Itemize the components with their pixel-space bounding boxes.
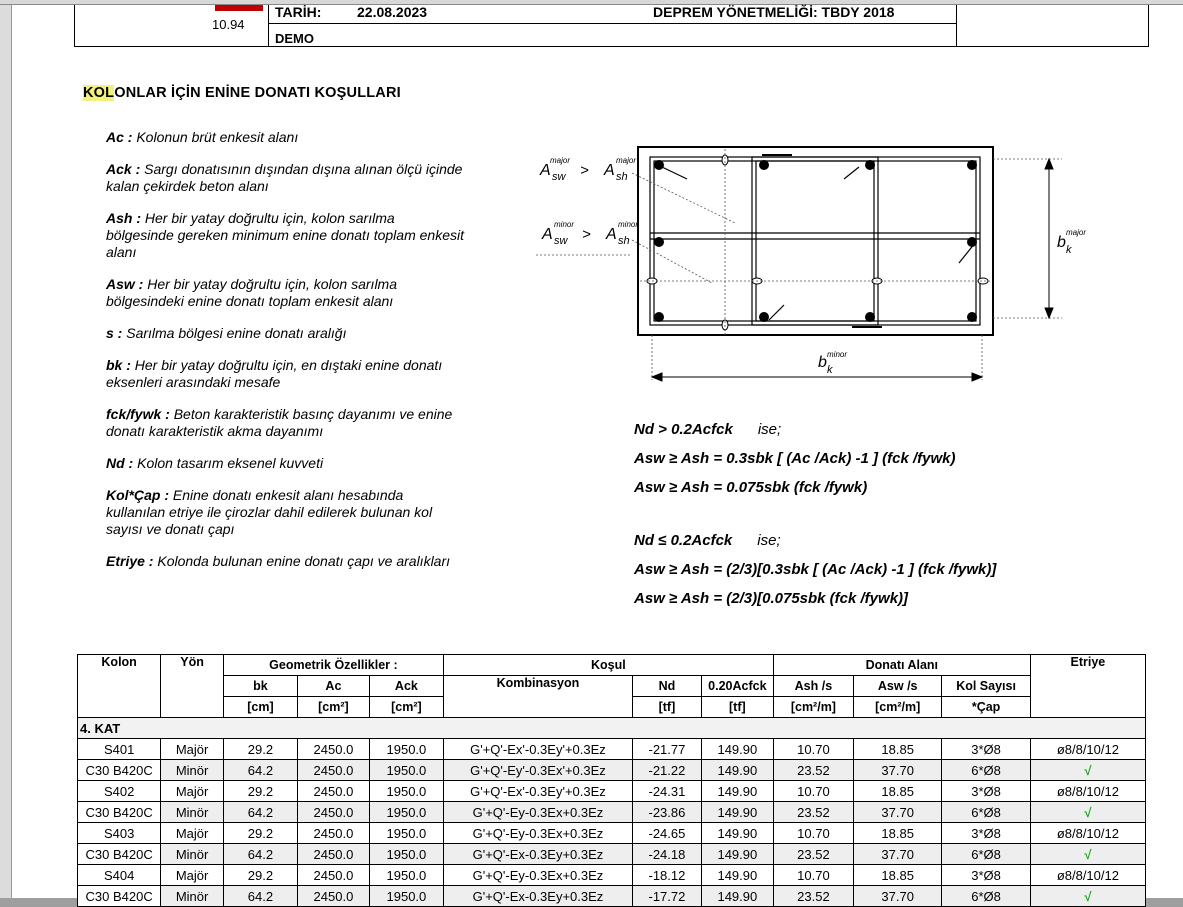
unit-bk: [cm] bbox=[223, 697, 297, 718]
col-bk: bk bbox=[223, 676, 297, 697]
cell-nd: -24.31 bbox=[633, 781, 702, 802]
cell-etriye: √ bbox=[1030, 760, 1145, 781]
bk-major-sup: major bbox=[1066, 228, 1087, 237]
col-etriye: Etriye bbox=[1030, 655, 1145, 718]
cell-nd: -23.86 bbox=[633, 802, 702, 823]
cell-ack: 1950.0 bbox=[369, 865, 443, 886]
report-page bbox=[12, 4, 1183, 904]
cell-kol: 3*Ø8 bbox=[942, 823, 1030, 844]
case2-formula-1: Asw ≥ Ash = (2/3)[0.3sbk [ (Ac /Ack) -1 ] (fck /fywk)] bbox=[634, 561, 997, 578]
cell-f02: 149.90 bbox=[701, 865, 773, 886]
cell-yon: Minör bbox=[161, 886, 224, 907]
definition-text: Her bir yatay doğrultu için, kolon sarılma bölgesinde gereken minimum enine donatı toplam enkesit alanı bbox=[106, 210, 464, 260]
cell-ac: 2450.0 bbox=[297, 886, 369, 907]
definition-item bbox=[106, 129, 466, 146]
asw-major-sub: sw bbox=[552, 171, 566, 183]
rebar-dots bbox=[654, 160, 977, 322]
cell-ack: 1950.0 bbox=[369, 823, 443, 844]
cell-f02: 149.90 bbox=[701, 844, 773, 865]
definition-text: Sargı donatısının dışından dışına alınan ölçü içinde kalan çekirdek beton alanı bbox=[106, 161, 463, 194]
cell-ack: 1950.0 bbox=[369, 781, 443, 802]
definition-text: Beton karakteristik basınç dayanımı ve enine donatı karakteristik akma dayanımı bbox=[106, 406, 453, 439]
unit-ash: [cm²/m] bbox=[773, 697, 853, 718]
cell-f02: 149.90 bbox=[701, 781, 773, 802]
cell-ash: 23.52 bbox=[773, 802, 853, 823]
ash-minor-sup: minor bbox=[618, 220, 639, 229]
unit-nd: [tf] bbox=[633, 697, 702, 718]
page-title bbox=[83, 85, 401, 101]
cell-bk: 64.2 bbox=[223, 844, 297, 865]
date-label: TARİH: bbox=[275, 4, 322, 20]
col-ash-s: Ash /s bbox=[773, 676, 853, 697]
title-text: ONLAR İÇİN ENİNE DONATI KOŞULLARI bbox=[114, 85, 401, 101]
cell-ack: 1950.0 bbox=[369, 844, 443, 865]
cell-etriye: ø8/8/10/12 bbox=[1030, 739, 1145, 760]
definition-text: Kolonun brüt enkesit alanı bbox=[136, 129, 299, 145]
cell-yon: Majör bbox=[161, 781, 224, 802]
cell-kolon: C30 B420C bbox=[78, 844, 161, 865]
asw-major-label: A bbox=[540, 162, 551, 179]
bk-major-label: b bbox=[1057, 234, 1066, 251]
definition-text: Kolonda bulunan enine donatı çapı ve aralıkları bbox=[157, 553, 451, 569]
cell-nd: -21.77 bbox=[633, 739, 702, 760]
definition-text: Kolon tasarım eksenel kuvveti bbox=[137, 455, 324, 471]
cell-asw: 37.70 bbox=[854, 802, 942, 823]
cell-asw: 37.70 bbox=[854, 844, 942, 865]
minor-comparison: > bbox=[582, 226, 591, 243]
cell-komb: G'+Q'-Ex-0.3Ey+0.3Ez bbox=[443, 844, 632, 865]
cell-komb: G'+Q'-Ex'-0.3Ey'+0.3Ez bbox=[443, 781, 632, 802]
col-ack: Ack bbox=[369, 676, 443, 697]
case1-ise: ise; bbox=[757, 421, 782, 438]
definition-text: Enine donatı enkesit alanı hesabında kullanılan etriye ile çirozlar dahil edilerek bulunan kol sayısı ve donatı çapı bbox=[106, 487, 433, 537]
cell-kolon: S403 bbox=[78, 823, 161, 844]
cell-kolon: S404 bbox=[78, 865, 161, 886]
unit-ac: [cm²] bbox=[297, 697, 369, 718]
cell-bk: 29.2 bbox=[223, 781, 297, 802]
col-02acfck: 0.20Acfck bbox=[701, 676, 773, 697]
cell-asw: 37.70 bbox=[854, 760, 942, 781]
cell-ack: 1950.0 bbox=[369, 802, 443, 823]
cell-kol: 6*Ø8 bbox=[942, 844, 1030, 865]
cell-bk: 64.2 bbox=[223, 760, 297, 781]
cell-ack: 1950.0 bbox=[369, 739, 443, 760]
definition-item bbox=[106, 455, 466, 472]
cell-ash: 10.70 bbox=[773, 739, 853, 760]
cell-ac: 2450.0 bbox=[297, 844, 369, 865]
cell-f02: 149.90 bbox=[701, 823, 773, 844]
bk-minor-label: b bbox=[818, 354, 827, 371]
cell-nd: -17.72 bbox=[633, 886, 702, 907]
cell-ac: 2450.0 bbox=[297, 823, 369, 844]
outer-stirrup bbox=[650, 157, 980, 325]
cell-yon: Minör bbox=[161, 844, 224, 865]
cell-etriye: ø8/8/10/12 bbox=[1030, 823, 1145, 844]
cell-bk: 64.2 bbox=[223, 886, 297, 907]
table-row bbox=[78, 802, 1146, 823]
case2-ise: ise; bbox=[757, 532, 781, 549]
definition-term: Etriye : bbox=[106, 553, 154, 569]
cell-kol: 3*Ø8 bbox=[942, 865, 1030, 886]
project-name: DEMO bbox=[269, 24, 957, 47]
col-kombinasyon: Kombinasyon bbox=[443, 676, 632, 718]
cell-nd: -18.12 bbox=[633, 865, 702, 886]
col-geometri: Geometrik Özellikler : bbox=[223, 655, 443, 676]
table-row bbox=[78, 739, 1146, 760]
definition-term: Ash : bbox=[106, 210, 141, 226]
cell-nd: -21.22 bbox=[633, 760, 702, 781]
table-row bbox=[78, 823, 1146, 844]
cell-ash: 23.52 bbox=[773, 760, 853, 781]
title-highlight: KOL bbox=[83, 85, 115, 101]
cell-asw: 18.85 bbox=[854, 823, 942, 844]
definition-item bbox=[106, 357, 466, 391]
cell-kol: 6*Ø8 bbox=[942, 760, 1030, 781]
definition-item bbox=[106, 276, 466, 310]
table-row bbox=[78, 865, 1146, 886]
cell-asw: 18.85 bbox=[854, 781, 942, 802]
cell-yon: Minör bbox=[161, 802, 224, 823]
cell-ack: 1950.0 bbox=[369, 760, 443, 781]
bk-minor-sub: k bbox=[827, 364, 833, 376]
col-donati: Donatı Alanı bbox=[773, 655, 1030, 676]
date-value: 22.08.2023 bbox=[357, 4, 428, 20]
definition-item bbox=[106, 325, 466, 342]
cell-komb: G'+Q'-Ey-0.3Ex+0.3Ez bbox=[443, 865, 632, 886]
asw-minor-sub: sw bbox=[554, 235, 568, 247]
definition-text: Sarılma bölgesi enine donatı aralığı bbox=[126, 325, 347, 341]
definition-term: fck/fywk : bbox=[106, 406, 170, 422]
table-row bbox=[78, 760, 1146, 781]
cell-komb: G'+Q'-Ey'-0.3Ex'+0.3Ez bbox=[443, 760, 632, 781]
cell-bk: 29.2 bbox=[223, 865, 297, 886]
cell-asw: 18.85 bbox=[854, 865, 942, 886]
unit-asw: [cm²/m] bbox=[854, 697, 942, 718]
major-comparison: > bbox=[580, 162, 589, 179]
cell-etriye: ø8/8/10/12 bbox=[1030, 781, 1145, 802]
cell-kolon: C30 B420C bbox=[78, 802, 161, 823]
case1-formula-2: Asw ≥ Ash = 0.075sbk (fck /fywk) bbox=[634, 479, 868, 496]
cell-ash: 10.70 bbox=[773, 823, 853, 844]
bk-major-sub: k bbox=[1066, 244, 1072, 256]
results-table bbox=[77, 654, 1146, 907]
unit-02acfck: [tf] bbox=[701, 697, 773, 718]
date-row bbox=[269, 5, 957, 24]
cell-etriye: ø8/8/10/12 bbox=[1030, 865, 1145, 886]
cell-ash: 23.52 bbox=[773, 886, 853, 907]
col-nd: Nd bbox=[633, 676, 702, 697]
ash-minor-label: A bbox=[606, 226, 617, 243]
cell-kol: 3*Ø8 bbox=[942, 739, 1030, 760]
cell-etriye: √ bbox=[1030, 802, 1145, 823]
case1-formula-1: Asw ≥ Ash = 0.3sbk [ (Ac /Ack) -1 ] (fck /fywk) bbox=[634, 450, 956, 467]
col-ac: Ac bbox=[297, 676, 369, 697]
inner-stirrup bbox=[752, 157, 878, 325]
cell-yon: Minör bbox=[161, 760, 224, 781]
logo-box bbox=[75, 5, 269, 47]
col-yon: Yön bbox=[161, 655, 224, 718]
bk-minor-sup: minor bbox=[827, 350, 848, 359]
case2-condition: Nd ≤ 0.2Acfck ise; bbox=[634, 532, 781, 549]
cell-kolon: C30 B420C bbox=[78, 760, 161, 781]
definitions-list bbox=[106, 129, 466, 585]
column-section-diagram bbox=[522, 135, 1087, 385]
definition-text: Her bir yatay doğrultu için, kolon sarılma bölgesindeki enine donatı toplam enkesit alanı bbox=[106, 276, 398, 309]
definition-term: Nd : bbox=[106, 455, 134, 471]
cell-kol: 6*Ø8 bbox=[942, 886, 1030, 907]
cell-f02: 149.90 bbox=[701, 739, 773, 760]
definition-item bbox=[106, 406, 466, 440]
definition-term: bk : bbox=[106, 357, 131, 373]
definition-text: Her bir yatay doğrultu için, en dıştaki enine donatı eksenleri arasındaki mesafe bbox=[106, 357, 443, 390]
report-header bbox=[74, 5, 1149, 47]
cell-yon: Majör bbox=[161, 823, 224, 844]
cell-kolon: C30 B420C bbox=[78, 886, 161, 907]
cell-yon: Majör bbox=[161, 739, 224, 760]
col-asw-s: Asw /s bbox=[854, 676, 942, 697]
col-kol-sayisi: Kol Sayısı bbox=[942, 676, 1030, 697]
cell-kolon: S402 bbox=[78, 781, 161, 802]
cell-asw: 18.85 bbox=[854, 739, 942, 760]
cell-komb: G'+Q'-Ex'-0.3Ey'+0.3Ez bbox=[443, 739, 632, 760]
cell-ash: 10.70 bbox=[773, 865, 853, 886]
table-row bbox=[78, 886, 1146, 907]
definition-item bbox=[106, 553, 466, 570]
cell-nd: -24.18 bbox=[633, 844, 702, 865]
cell-etriye: √ bbox=[1030, 886, 1145, 907]
case1-condition: Nd > 0.2Acfck ise; bbox=[634, 421, 782, 438]
logo-mark bbox=[215, 5, 263, 11]
definition-item bbox=[106, 210, 466, 261]
cell-komb: G'+Q'-Ey-0.3Ex+0.3Ez bbox=[443, 823, 632, 844]
cell-kol: 6*Ø8 bbox=[942, 802, 1030, 823]
cell-f02: 149.90 bbox=[701, 802, 773, 823]
definition-item bbox=[106, 487, 466, 538]
cell-ash: 23.52 bbox=[773, 844, 853, 865]
definition-term: Kol*Çap : bbox=[106, 487, 169, 503]
cell-f02: 149.90 bbox=[701, 886, 773, 907]
unit-ack: [cm²] bbox=[369, 697, 443, 718]
cell-ac: 2450.0 bbox=[297, 739, 369, 760]
cell-etriye: √ bbox=[1030, 844, 1145, 865]
asw-minor-sup: minor bbox=[554, 220, 575, 229]
left-scroll-gutter bbox=[0, 5, 12, 898]
unit-cap: *Çap bbox=[942, 697, 1030, 718]
col-kosul: Koşul bbox=[443, 655, 773, 676]
section-outline bbox=[638, 147, 993, 335]
asw-minor-label: A bbox=[542, 226, 553, 243]
cell-ash: 10.70 bbox=[773, 781, 853, 802]
definition-item bbox=[106, 161, 466, 195]
cell-ac: 2450.0 bbox=[297, 865, 369, 886]
ash-major-sub: sh bbox=[616, 171, 628, 183]
cell-nd: -24.65 bbox=[633, 823, 702, 844]
cell-f02: 149.90 bbox=[701, 760, 773, 781]
cell-ac: 2450.0 bbox=[297, 781, 369, 802]
definition-term: Ack : bbox=[106, 161, 141, 177]
definition-term: Ac : bbox=[106, 129, 133, 145]
cell-bk: 29.2 bbox=[223, 823, 297, 844]
cell-kolon: S401 bbox=[78, 739, 161, 760]
col-kolon: Kolon bbox=[78, 655, 161, 718]
table-row bbox=[78, 844, 1146, 865]
table-row bbox=[78, 781, 1146, 802]
cell-bk: 29.2 bbox=[223, 739, 297, 760]
definition-term: s : bbox=[106, 325, 123, 341]
case2-formula-2: Asw ≥ Ash = (2/3)[0.075sbk (fck /fywk)] bbox=[634, 590, 909, 607]
cell-kol: 3*Ø8 bbox=[942, 781, 1030, 802]
ash-major-sup: major bbox=[616, 156, 637, 165]
definition-term: Asw : bbox=[106, 276, 144, 292]
cell-yon: Majör bbox=[161, 865, 224, 886]
asw-major-sup: major bbox=[550, 156, 571, 165]
cell-bk: 64.2 bbox=[223, 802, 297, 823]
cell-komb: G'+Q'-Ex-0.3Ey+0.3Ez bbox=[443, 886, 632, 907]
floor-section: 4. KAT bbox=[78, 718, 1146, 739]
version-number: 10.94 bbox=[212, 17, 245, 32]
ash-major-label: A bbox=[604, 162, 615, 179]
formula-block bbox=[634, 415, 996, 613]
cell-ac: 2450.0 bbox=[297, 760, 369, 781]
ash-minor-sub: sh bbox=[618, 235, 630, 247]
cell-ack: 1950.0 bbox=[369, 886, 443, 907]
cell-komb: G'+Q'-Ey-0.3Ex+0.3Ez bbox=[443, 802, 632, 823]
cell-ac: 2450.0 bbox=[297, 802, 369, 823]
cell-asw: 37.70 bbox=[854, 886, 942, 907]
code-label: DEPREM YÖNETMELİĞİ: TBDY 2018 bbox=[653, 4, 895, 20]
